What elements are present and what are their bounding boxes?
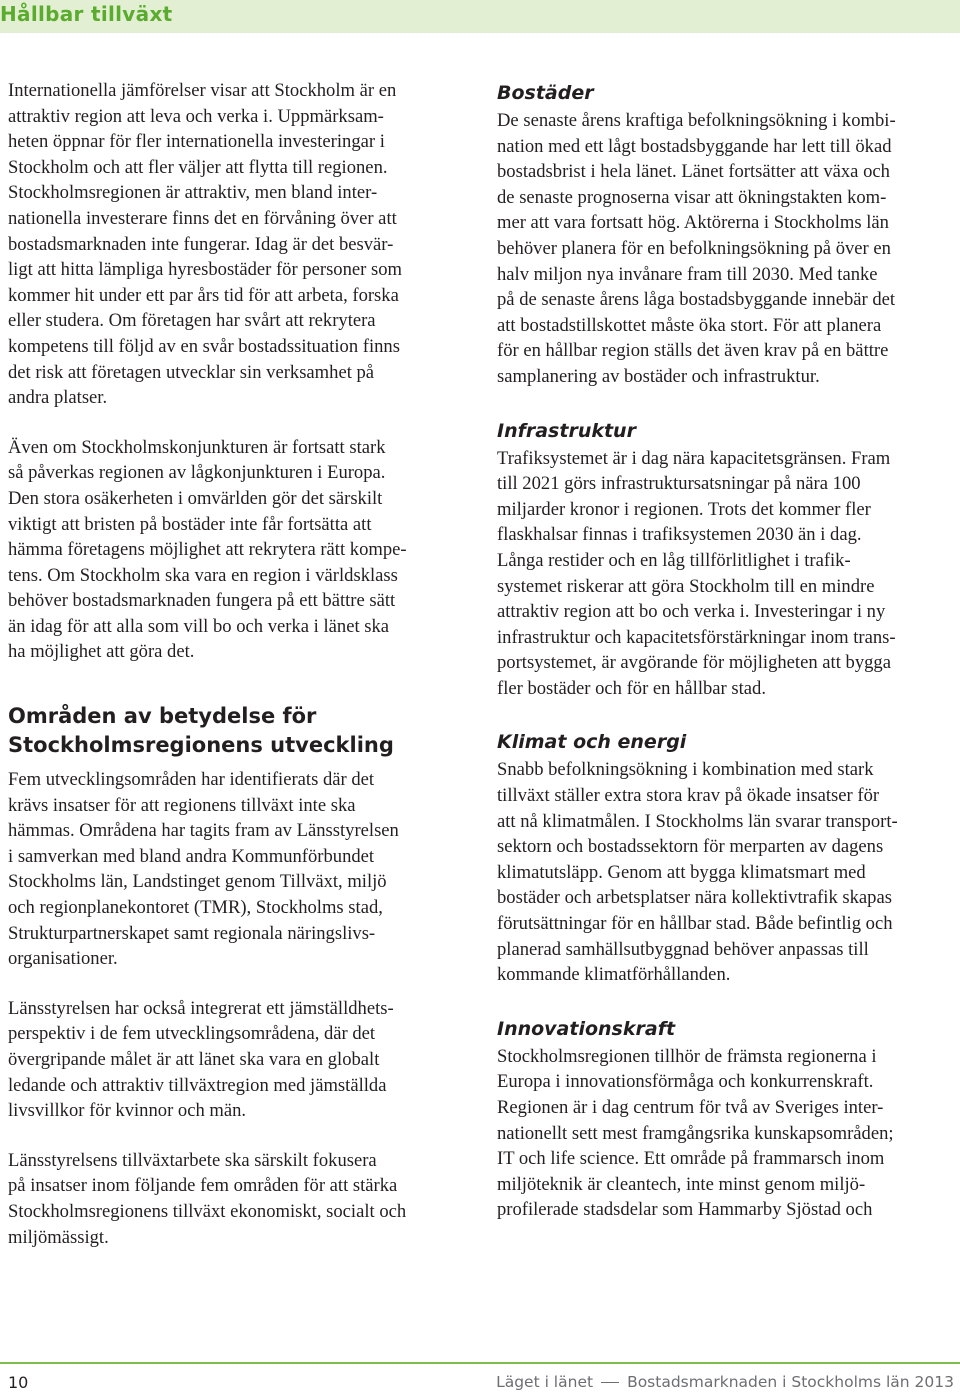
text-line: perspektiv i de fem utvecklingsområdena, där det: [8, 1023, 376, 1045]
paragraph-innovation: [497, 1044, 955, 1223]
page-number: 10: [8, 1373, 29, 1392]
text-line: Den stora osäkerheten i omvärlden gör det särskilt: [8, 487, 383, 509]
text-line: Fem utvecklingsområden har identifierats där det: [8, 769, 375, 791]
text-line: flaskhalsar finnas i trafiksystemen 2030 än i dag.: [497, 524, 862, 546]
footer-rule: [0, 1362, 960, 1364]
text-line: viktigt att bristen på bostäder inte får fortsätta att: [8, 513, 372, 535]
text-line: tillväxt ställer extra stora krav på ökade insatser för: [497, 785, 880, 807]
text-line: andra platser.: [8, 387, 108, 409]
text-line: förutsättningar för en hållbar stad. Både befintlig och: [497, 913, 893, 935]
subheading-innovation: Innovationskraft: [497, 1017, 676, 1040]
text-line: för en hållbar region ställs det även krav på en bättre: [497, 340, 889, 362]
text-line: portsystemet, är avgörande för möjligheten att bygga: [497, 652, 891, 674]
text-line: miljömässigt.: [8, 1226, 109, 1248]
text-line: ligt att hitta lämpliga hyresbostäder för personer som: [8, 259, 402, 281]
text-line: attraktiv region att bo och verka i. Investeringar i ny: [497, 601, 886, 623]
text-line: de senaste prognoserna visar att ökningstakten kom-: [497, 186, 887, 208]
text-line: att bostadstillskottet måste öka stort. För att planera: [497, 314, 882, 336]
text-line: sektorn och bostadssektorn för merparten av dagens: [497, 836, 884, 858]
paragraph-gender-equality: [8, 996, 466, 1124]
text-line: Trafiksystemet är i dag nära kapacitetsgränsen. Fram: [497, 447, 891, 469]
text-line: krävs insatser för att regionens tillväxt inte ska: [8, 794, 356, 816]
text-line: klimatutsläpp. Genom att bygga klimatsmart med: [497, 861, 866, 883]
text-line: till 2021 görs infrastruktursatsningar på nära 100: [497, 473, 861, 495]
section-title-line: Stockholmsregionens utveckling: [8, 733, 394, 758]
paragraph-bostader: [497, 108, 955, 390]
paragraph-growth-focus: [8, 1148, 466, 1250]
text-line: Regionen är i dag centrum för två av Sveriges inter-: [497, 1097, 884, 1118]
paragraph-klimat: [497, 757, 955, 987]
text-line: hämma företagens möjlighet att rekrytera rätt kompe-: [8, 539, 407, 561]
text-line: Långa restider och en låg tillförlitlighet i trafik-: [497, 549, 851, 571]
text-line: eller studera. Om företagen har svårt att rekrytera: [8, 310, 376, 332]
text-line: på de senaste årens låga bostadsbyggande innebär det: [497, 289, 896, 311]
text-line: i samverkan med bland andra Kommunförbundet: [8, 845, 375, 867]
text-line: bostäder och arbetsplatser nära kollektivtrafik skapas: [497, 887, 892, 909]
text-line: attraktiv region att leva och verka i. Uppmärksam-: [8, 105, 384, 127]
paragraph-economy: [8, 435, 466, 665]
text-line: nation med ett lågt bostadsbyggande har lett till ökad: [497, 135, 892, 157]
text-line: det risk att företagen utvecklar sin verksamhet på: [8, 361, 375, 383]
paragraph-development-areas: [8, 767, 466, 972]
footer-publication: [496, 1373, 954, 1391]
text-line: på insatser inom följande fem områden för att stärka: [8, 1175, 398, 1197]
text-line: övergripande målet är att länet ska vara en globalt: [8, 1049, 380, 1070]
text-line: Snabb befolkningsökning i kombination med stark: [497, 759, 874, 781]
text-line: Stockholm och att fler väljer att flytta till regionen.: [8, 156, 388, 178]
text-line: miljöteknik är cleantech, inte minst genom miljö-: [497, 1173, 866, 1195]
text-line: hämmas. Områdena har tagits fram av Länsstyrelsen: [8, 820, 399, 842]
text-line: halv miljon nya invånare fram till 2030. Med tanke: [497, 263, 878, 285]
text-line: nationella investerare finns det en förvåning över att: [8, 207, 397, 229]
subheading-bostader: Bostäder: [497, 82, 594, 104]
footer-dash: [601, 1382, 619, 1383]
text-line: ledande och attraktiv tillväxtregion med jämställda: [8, 1074, 387, 1096]
text-line: behöver bostadsmarknaden fungera på ett bättre sätt: [8, 590, 396, 612]
text-line: nationellt sett mest framgångsrika kunskapsområden;: [497, 1122, 894, 1144]
text-line: samplanering av bostäder och infrastruktur.: [497, 365, 820, 387]
text-line: Stockholmsregionen tillhör de främsta regionerna i: [497, 1045, 877, 1067]
text-line: Stockholms län, Landstinget genom Tillväxt, miljö: [8, 871, 387, 893]
text-line: Stockholmsregionen är attraktiv, men bland inter-: [8, 182, 378, 204]
text-line: att nå klimatmålen. I Stockholms län svarar transport-: [497, 810, 898, 832]
intro-paragraph: [8, 78, 466, 411]
left-column: [8, 78, 466, 1250]
text-line: behöver planera för en befolkningsökning på över en: [497, 237, 891, 259]
section-title: [8, 702, 466, 760]
text-line: IT och life science. Ett område på frammarsch inom: [497, 1148, 885, 1170]
text-line: Internationella jämförelser visar att Stockholm är en: [8, 80, 397, 101]
text-line: kommande klimatförhållanden.: [497, 964, 731, 986]
text-line: miljarder kronor i regionen. Trots det kommer fler: [497, 498, 871, 520]
text-line: tens. Om Stockholm ska vara en region i världsklass: [8, 564, 398, 586]
text-line: Strukturpartnerskapet samt regionala näringslivs-: [8, 922, 376, 944]
text-line: så påverkas regionen av lågkonjunkturen i Europa.: [8, 462, 386, 484]
text-line: Även om Stockholmskonjunkturen är fortsatt stark: [8, 436, 386, 458]
text-line: heten öppnar för fler internationella investeringar i: [8, 131, 385, 153]
page-header-title: Hållbar tillväxt: [0, 2, 173, 26]
text-line: mer att vara fortsatt hög. Aktörerna i Stockholms län: [497, 212, 889, 234]
text-line: Stockholmsregionens tillväxt ekonomiskt, socialt och: [8, 1200, 407, 1222]
footer-right-text: Bostadsmarknaden i Stockholms län 2013: [627, 1373, 954, 1391]
subheading-klimat: Klimat och energi: [497, 731, 687, 754]
text-line: profilerade stadsdelar som Hammarby Sjöstad och: [497, 1199, 873, 1221]
paragraph-infrastruktur: [497, 446, 955, 702]
text-line: infrastruktur och kapacitetsförstärkningar inom trans-: [497, 626, 896, 648]
text-line: fler bostäder och för en hållbar stad.: [497, 677, 766, 699]
text-line: livsvillkor för kvinnor och män.: [8, 1100, 247, 1122]
text-line: bostadsbrist i hela länet. Länet fortsätter att växa och: [497, 161, 890, 183]
right-column: [497, 78, 955, 1223]
text-line: Europa i innovationsförmåga och konkurrenskraft.: [497, 1071, 874, 1093]
text-line: än idag för att alla som vill bo och verka i länet ska: [8, 615, 390, 637]
text-line: kommer hit under ett par års tid för att arbeta, forska: [8, 284, 399, 306]
footer-left-text: Läget i länet: [496, 1373, 594, 1391]
text-line: De senaste årens kraftiga befolkningsökning i kombi-: [497, 110, 896, 131]
text-line: Länsstyrelsens tillväxtarbete ska särskilt fokusera: [8, 1149, 377, 1171]
text-line: planerad samhällsutbyggnad behöver anpassas till: [497, 938, 869, 960]
text-line: Länsstyrelsen har också integrerat ett jämställdhets-: [8, 997, 394, 1019]
text-line: systemet riskerar att göra Stockholm till en mindre: [497, 575, 875, 597]
text-line: kompetens till följd av en svår bostadssituation finns: [8, 335, 400, 357]
section-title-line: Områden av betydelse för: [8, 704, 317, 729]
text-line: och regionplanekontoret (TMR), Stockholms stad,: [8, 897, 383, 919]
text-line: bostadsmarknaden inte fungerar. Idag är det besvär-: [8, 233, 394, 255]
subheading-infrastruktur: Infrastruktur: [497, 419, 636, 442]
text-line: organisationer.: [8, 948, 118, 970]
text-line: ha möjlighet att göra det.: [8, 641, 195, 663]
